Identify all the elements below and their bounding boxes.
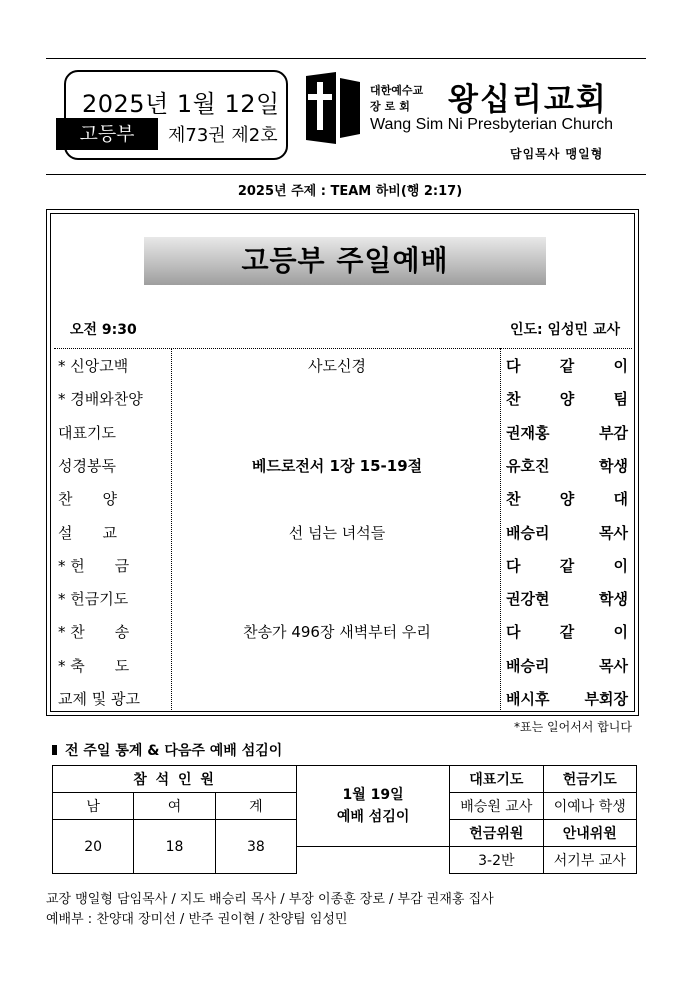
dept-badge: 고등부 bbox=[79, 123, 135, 145]
worship-row bbox=[54, 550, 632, 583]
offering-committee-value: 3-2반 bbox=[450, 847, 543, 874]
worship-content: 찬송가 496장 새벽부터 우리 bbox=[243, 623, 431, 642]
service-leader bbox=[470, 319, 620, 339]
worship-item: * 신앙고백 bbox=[58, 357, 129, 375]
worship-person: 유호진 학생 bbox=[506, 456, 628, 475]
worship-content: 선 넘는 녀석들 bbox=[288, 523, 386, 542]
worship-person: 찬 양 팀 bbox=[506, 390, 628, 409]
total-header: 계 bbox=[215, 793, 296, 820]
worship-person: 권강현 학생 bbox=[506, 590, 628, 609]
worship-item: * 경배와찬양 bbox=[58, 390, 143, 409]
worship-content: 베드로전서 1장 15-19절 bbox=[251, 456, 423, 475]
bullet-square-icon bbox=[52, 745, 57, 755]
offering-prayer-header: 헌금기도 bbox=[543, 766, 636, 793]
offering-prayer-value: 이예나 학생 bbox=[543, 793, 636, 820]
leader-label: 인도: bbox=[509, 322, 543, 338]
worship-item: 대표기도 bbox=[58, 423, 116, 442]
worship-row bbox=[54, 417, 632, 450]
staff-line-1: 교장 맹일형 담임목사 / 지도 배승리 목사 / 부장 이종훈 장로 / 부감 권재홍 집사 bbox=[46, 892, 494, 907]
attendance-header: 참 석 인 원 bbox=[53, 766, 297, 793]
worship-person: 찬 양 대 bbox=[506, 490, 628, 509]
service-title: 고등부 주일예배 bbox=[241, 244, 449, 277]
worship-person: 다 같 이 bbox=[506, 357, 628, 375]
male-header: 남 bbox=[53, 793, 134, 820]
church-name-english: Wang Sim Ni Presbyterian Church bbox=[370, 116, 614, 133]
worship-row bbox=[54, 616, 632, 649]
volume-number: 제73권 제2호 bbox=[168, 125, 278, 146]
senior-pastor: 담임목사 맹일형 bbox=[510, 147, 604, 161]
worship-row bbox=[54, 350, 632, 383]
worship-person: 다 같 이 bbox=[506, 556, 628, 575]
worship-item: 성경봉독 bbox=[58, 456, 116, 475]
worship-item: * 헌 금 bbox=[58, 556, 130, 575]
worship-person: 다 같 이 bbox=[506, 623, 628, 642]
worship-row bbox=[54, 383, 632, 416]
worship-item: 찬 양 bbox=[58, 490, 117, 509]
usher-value: 서기부 교사 bbox=[543, 847, 636, 874]
worship-item: 설 교 bbox=[58, 523, 117, 542]
next-label: 예배 섬김이 bbox=[336, 809, 410, 825]
next-week-spacer bbox=[297, 847, 450, 874]
stats-table bbox=[52, 765, 637, 873]
worship-person: 배승리 목사 bbox=[506, 523, 628, 542]
year-theme: 2025년 주제 : TEAM 하비(행 2:17) bbox=[237, 184, 463, 199]
top-rule bbox=[46, 58, 646, 59]
rep-prayer-header: 대표기도 bbox=[450, 766, 543, 793]
worship-row bbox=[54, 517, 632, 550]
church-name: 왕십리교회 bbox=[448, 82, 608, 118]
next-date: 1월 19일 bbox=[342, 787, 404, 803]
usher-header: 안내위원 bbox=[543, 820, 636, 847]
worship-person: 배승리 목사 bbox=[506, 656, 628, 675]
cross-logo-icon bbox=[302, 72, 364, 144]
affiliation-line1: 대한예수교 bbox=[370, 84, 424, 97]
male-count: 20 bbox=[53, 820, 134, 874]
rep-prayer-value: 배승원 교사 bbox=[450, 793, 543, 820]
stats-heading-text: 전 주일 통계 & 다음주 예배 섬김이 bbox=[65, 743, 283, 759]
header-rule bbox=[46, 174, 646, 175]
worship-item: * 헌금기도 bbox=[58, 590, 129, 609]
worship-row bbox=[54, 683, 632, 716]
offering-committee-header: 헌금위원 bbox=[450, 820, 543, 847]
staff-line-2: 예배부 : 찬양대 장미선 / 반주 권이현 / 찬양팀 임성민 bbox=[46, 912, 348, 927]
worship-person: 권재홍 부감 bbox=[506, 423, 628, 442]
worship-row bbox=[54, 450, 632, 483]
female-count: 18 bbox=[134, 820, 215, 874]
affiliation-line2: 장로회 bbox=[370, 100, 414, 113]
worship-content: 사도신경 bbox=[308, 357, 366, 375]
stats-heading bbox=[52, 740, 282, 760]
bulletin-date: 2025년 1월 12일 bbox=[82, 90, 280, 118]
worship-item: * 축 도 bbox=[58, 656, 130, 675]
next-week-cell bbox=[297, 766, 450, 847]
worship-item: * 찬 송 bbox=[58, 623, 130, 642]
worship-row bbox=[54, 483, 632, 516]
worship-item: 교제 및 광고 bbox=[58, 690, 140, 708]
service-time: 오전 9:30 bbox=[70, 322, 137, 338]
worship-person: 배시후 부회장 bbox=[506, 690, 628, 708]
worship-row bbox=[54, 583, 632, 616]
total-count: 38 bbox=[215, 820, 296, 874]
worship-row bbox=[54, 650, 632, 683]
order-divider bbox=[54, 348, 632, 349]
female-header: 여 bbox=[134, 793, 215, 820]
standing-note: *표는 일어서서 합니다 bbox=[514, 720, 632, 734]
leader-name: 임성민 교사 bbox=[547, 322, 620, 338]
